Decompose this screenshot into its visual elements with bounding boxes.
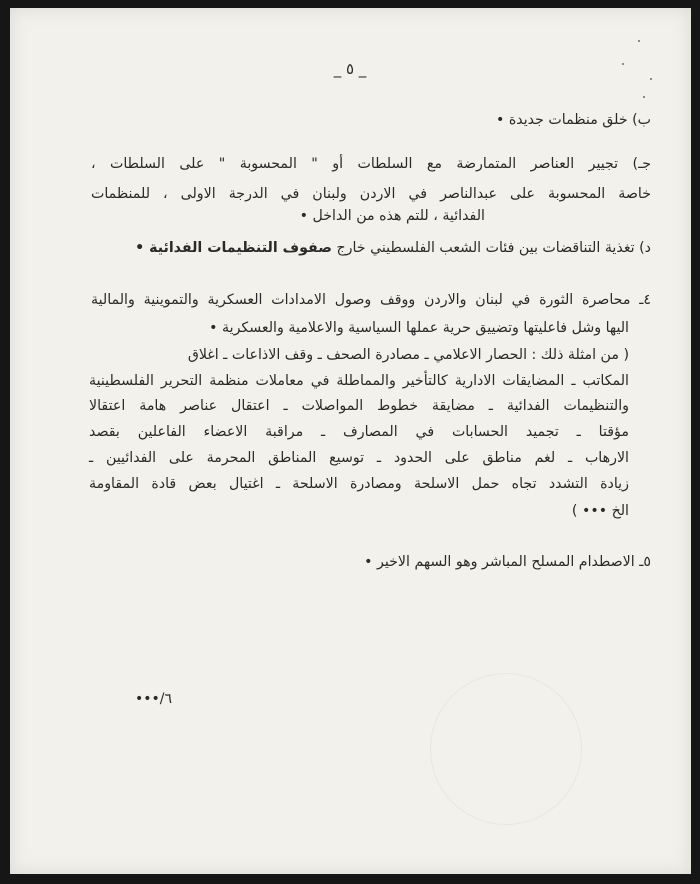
item-5: ٥ـ الاصطدام المسلح المباشر وهو السهم الاخير • [364, 554, 651, 570]
item-4-line-6: مؤقتا ـ تجميد الحسابات في المصارف ـ مراقبة الاعضاء الفاعلين بقصد [89, 424, 629, 440]
item-d [135, 240, 651, 256]
item-j-line-1: جـ) تجيير العناصر المتمارضة مع السلطات أو " المحسوبة " على السلطات ، [91, 156, 651, 172]
item-4-line-9: الخ ••• ) [571, 503, 629, 519]
item-4-line-4: المكاتب ـ المضايقات الادارية كالتأخير والمماطلة في معاملات منظمة التحرير الفلسطينية [89, 373, 629, 389]
item-4-line-8: زيادة التشدد تجاه حمل الاسلحة ومصادرة الاسلحة ـ اغتيال بعض قادة المقاومة [89, 476, 629, 492]
item-d-text-bold: صفوف التنظيمات الفدائية • [135, 240, 332, 256]
continuation-marker: ٦/••• [135, 691, 173, 707]
item-j-line-3: الفدائية ، للتم هذه من الداخل • [299, 208, 485, 224]
page-number: _ ٥ _ [333, 60, 367, 78]
faint-embossed-seal [430, 673, 582, 825]
item-4-line-3: ( من امثلة ذلك : الحصار الاعلامي ـ مصادرة الصحف ـ وقف الاذاعات ـ اغلاق [187, 347, 629, 363]
item-4-line-5: والتنظيمات الفدائية ـ مضايقة خطوط المواصلات ـ اعتقال عناصر هامة اعتقالا [89, 398, 629, 414]
item-4-line-2: اليها وشل فاعليتها وتضييق حرية عملها السياسية والاعلامية والعسكرية • [209, 320, 629, 336]
item-4-line-1: ٤ـ محاصرة الثورة في لبنان والاردن ووقف وصول الامدادات العسكرية والتموينية والمالية [91, 292, 651, 308]
item-b: ب) خلق منظمات جديدة • [495, 112, 651, 128]
document-page [10, 8, 691, 874]
item-4-line-7: الارهاب ـ لغم مناطق على الحدود ـ توسيع المناطق المحرمة على الفدائيين ـ [89, 450, 629, 466]
item-j-line-2: خاصة المحسوبة على عبدالناصر في الاردن ولبنان في الدرجة الاولى ، للمنظمات [91, 186, 651, 202]
item-d-text: د) تغذية التناقضات بين فئات الشعب الفلسطيني خارج [331, 240, 651, 256]
